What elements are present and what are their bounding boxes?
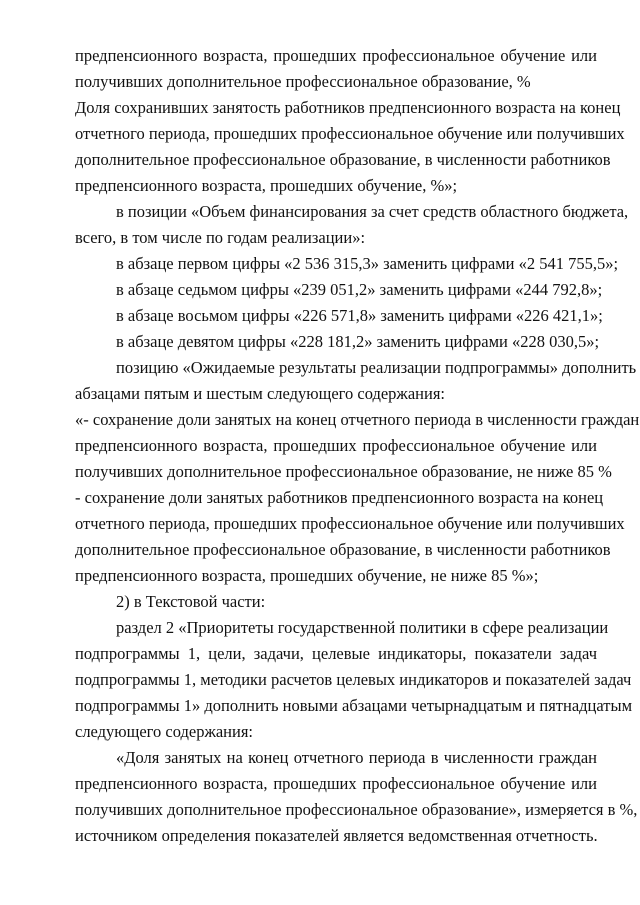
text-line-13: позицию «Ожидаемые результаты реализации подпрограммы» дополнить: [116, 358, 637, 377]
text-line-27: следующего содержания:: [75, 722, 254, 741]
text-line-22: 2) в Текстовой части:: [116, 592, 266, 611]
text-line-25: подпрограммы 1, методики расчетов целевых индикаторов и показателей задач: [75, 670, 632, 689]
text-line-23: раздел 2 «Приоритеты государственной политики в сфере реализации: [116, 618, 609, 637]
text-line-10: в абзаце седьмом цифры «239 051,2» заменить цифрами «244 792,8»;: [116, 280, 603, 299]
text-line-31: источником определения показателей является ведомственная отчетность.: [75, 826, 598, 845]
text-line-1: предпенсионного возраста, прошедших профессиональное обучение или: [75, 46, 597, 65]
text-line-29: предпенсионного возраста, прошедших профессиональное обучение или: [75, 774, 597, 793]
text-line-20: дополнительное профессиональное образование, в численности работников: [75, 540, 611, 559]
text-line-7: в позиции «Объем финансирования за счет средств областного бюджета,: [116, 202, 629, 221]
text-line-2: получивших дополнительное профессиональное образование, %: [75, 72, 531, 91]
text-line-15: «- сохранение доли занятых на конец отчетного периода в численности граждан: [75, 410, 640, 429]
text-line-26: подпрограммы 1» дополнить новыми абзацами четырнадцатым и пятнадцатым: [75, 696, 633, 715]
text-line-28: «Доля занятых на конец отчетного периода в численности граждан: [116, 748, 597, 767]
text-line-3: Доля сохранивших занятость работников предпенсионного возраста на конец: [75, 98, 621, 117]
text-line-30: получивших дополнительное профессиональное образование», измеряется в %,: [75, 800, 638, 819]
text-line-5: дополнительное профессиональное образование, в численности работников: [75, 150, 611, 169]
text-line-17: получивших дополнительное профессиональное образование, не ниже 85 %: [75, 462, 612, 481]
text-line-9: в абзаце первом цифры «2 536 315,3» заменить цифрами «2 541 755,5»;: [116, 254, 619, 273]
text-line-12: в абзаце девятом цифры «228 181,2» заменить цифрами «228 030,5»;: [116, 332, 600, 351]
text-line-19: отчетного периода, прошедших профессиональное обучение или получивших: [75, 514, 625, 533]
text-line-11: в абзаце восьмом цифры «226 571,8» заменить цифрами «226 421,1»;: [116, 306, 603, 325]
text-line-8: всего, в том числе по годам реализации»:: [75, 228, 366, 247]
text-line-16: предпенсионного возраста, прошедших профессиональное обучение или: [75, 436, 597, 455]
text-line-14: абзацами пятым и шестым следующего содержания:: [75, 384, 445, 403]
text-line-24: подпрограммы 1, цели, задачи, целевые индикаторы, показатели задач: [75, 644, 597, 663]
text-line-6: предпенсионного возраста, прошедших обучение, %»;: [75, 176, 458, 195]
text-line-18: - сохранение доли занятых работников предпенсионного возраста на конец: [75, 488, 604, 507]
text-line-21: предпенсионного возраста, прошедших обучение, не ниже 85 %»;: [75, 566, 539, 585]
text-line-4: отчетного периода, прошедших профессиональное обучение или получивших: [75, 124, 625, 143]
